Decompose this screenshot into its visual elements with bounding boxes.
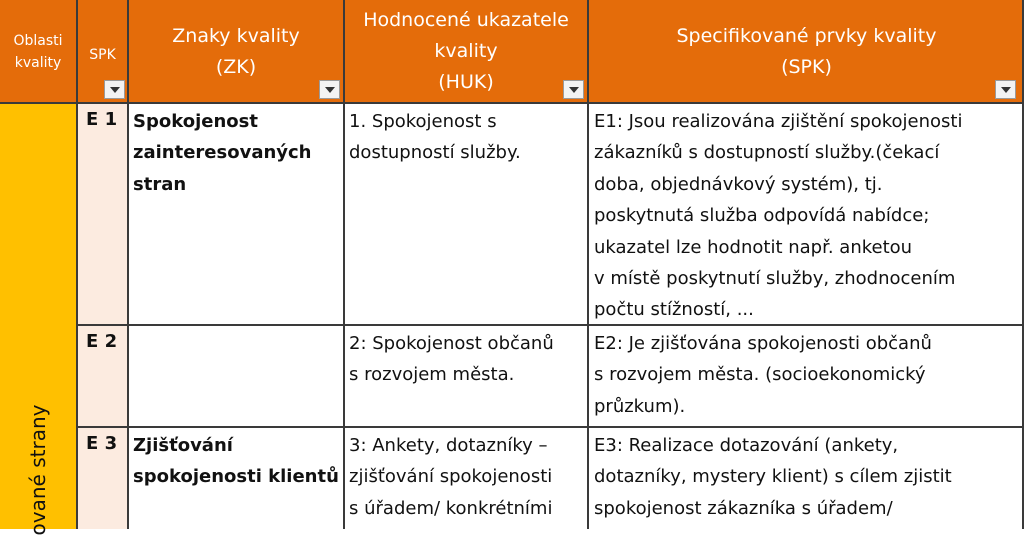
- chevron-down-icon: [110, 87, 120, 93]
- filter-huk-button[interactable]: [563, 80, 584, 99]
- area-label: ované strany: [26, 404, 50, 535]
- chevron-down-icon: [1001, 87, 1011, 93]
- spk-cell-bg: [78, 104, 127, 324]
- filter-spk-button[interactable]: [104, 80, 125, 99]
- header-huk: [345, 0, 587, 103]
- row-code: E 2: [86, 331, 118, 352]
- header-spk-full-label: Specifikované prvky kvality (SPK): [676, 24, 937, 78]
- row-code: E 1: [86, 109, 118, 130]
- chevron-down-icon: [569, 87, 579, 93]
- header-spk-label: SPK: [89, 47, 116, 63]
- row-spk: E2: Je zjišťována spokojenosti občanů s rozvojem města. (socioekonomický průzkum).: [594, 333, 932, 417]
- row-zk: Spokojenost zainteresovaných stran: [133, 111, 312, 195]
- row-code: E 3: [86, 433, 118, 454]
- row-huk: 3: Ankety, dotazníky – zjišťování spokojenosti s úřadem/ konkrétními: [349, 435, 553, 519]
- row-spk: E1: Jsou realizována zjištění spokojenosti zákazníků s dostupností služby.(čekací doba, objednávkový systém), tj. poskytnutá služba odpovídá nabídce; ukazatel lze hodnotit např. anketou v místě poskytnutí služby, zhodnocením počtu stížností, ...: [594, 111, 963, 321]
- header-huk-label: Hodnocené ukazatele kvality (HUK): [363, 9, 569, 93]
- row-huk: 1. Spokojenost s dostupností služby.: [349, 111, 521, 164]
- header-area: [0, 0, 76, 103]
- header-spk-full: [589, 0, 1024, 103]
- grid-line: [127, 0, 129, 529]
- filter-spk-full-button[interactable]: [995, 80, 1016, 99]
- grid-line: [76, 0, 78, 529]
- grid-line: [78, 426, 1024, 428]
- grid-line: [78, 324, 1024, 326]
- filter-zk-button[interactable]: [319, 80, 340, 99]
- row-spk: E3: Realizace dotazování (ankety, dotazníky, mystery klient) s cílem zjistit spokojenost zákazníka s úřadem/: [594, 435, 952, 519]
- header-area-label: Oblasti kvality: [13, 32, 63, 71]
- header-zk: [129, 0, 343, 103]
- grid-line: [343, 0, 345, 529]
- row-zk: Zjišťování spokojenosti klientů: [133, 435, 339, 488]
- grid-line: [587, 0, 589, 529]
- chevron-down-icon: [325, 87, 335, 93]
- grid-line: [0, 102, 1024, 104]
- header-zk-label: Znaky kvality (ZK): [172, 24, 300, 78]
- row-huk: 2: Spokojenost občanů s rozvojem města.: [349, 333, 554, 386]
